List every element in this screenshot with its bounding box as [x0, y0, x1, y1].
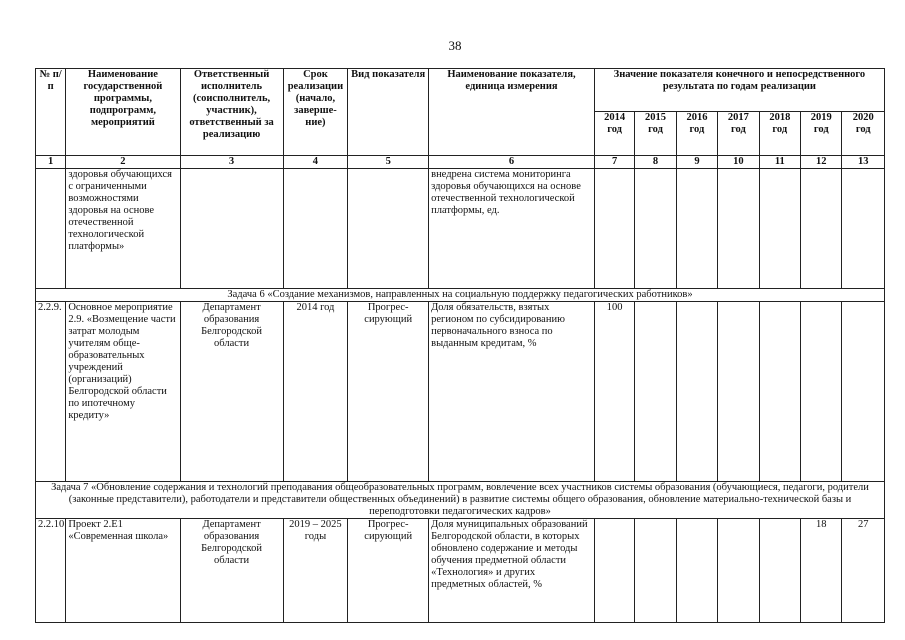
row-value — [801, 302, 842, 482]
row-value: 27 — [842, 519, 885, 623]
row-value: 18 — [801, 519, 842, 623]
row-term — [283, 169, 348, 289]
row-value — [594, 519, 634, 623]
row-indicator: внедрена система мониторинга здоровья обучающихся на основе отечественной технологической платформы, ед. — [429, 169, 595, 289]
row-value — [635, 169, 676, 289]
row-number — [36, 169, 66, 289]
row-name: Основное мероприятие 2.9. «Возмещение части затрат молодым учителям обще-образовательных учреждений (организаций) Белгородской области по ипотечному кредиту» — [66, 302, 180, 482]
column-number: 1 — [36, 156, 66, 169]
table-row — [36, 519, 885, 623]
values-group-header: Значение показателя конечного и непосредственного результата по годам реализации — [594, 69, 884, 112]
row-executor: Департамент образования Белгородской области — [180, 302, 283, 482]
col-num-header: № п/п — [36, 69, 66, 156]
row-term: 2019 – 2025 годы — [283, 519, 348, 623]
column-number-row — [36, 156, 885, 169]
row-number: 2.2.10 — [36, 519, 66, 623]
row-value — [676, 519, 717, 623]
year-header: 2014 год — [594, 112, 634, 156]
row-value — [635, 302, 676, 482]
page-number: 38 — [448, 38, 462, 53]
column-number: 3 — [180, 156, 283, 169]
row-value — [759, 519, 800, 623]
row-kind: Прогрес-сирующий — [348, 302, 429, 482]
row-indicator: Доля муниципальных образований Белгородской области, в которых обновлено содержание и методы обучения предметной области «Технология» и других предметных областей, % — [429, 519, 595, 623]
table-row — [36, 169, 885, 289]
column-number: 6 — [429, 156, 595, 169]
row-value — [842, 302, 885, 482]
row-value — [676, 302, 717, 482]
col-name-header: Наименование государственной программы, подпрограмм, мероприятий — [66, 69, 180, 156]
column-number: 13 — [842, 156, 885, 169]
row-term: 2014 год — [283, 302, 348, 482]
year-header: 2016 год — [676, 112, 717, 156]
row-indicator: Доля обязательств, взятых регионом по субсидированию первоначального взноса по выданным кредитам, % — [429, 302, 595, 482]
row-value — [718, 169, 759, 289]
table-row — [36, 302, 885, 482]
row-value — [635, 519, 676, 623]
year-header: 2020 год — [842, 112, 885, 156]
task-row — [36, 482, 885, 519]
row-value — [759, 169, 800, 289]
task-6-heading: Задача 6 «Создание механизмов, направленных на социальную поддержку педагогических работников» — [36, 289, 885, 302]
column-number: 8 — [635, 156, 676, 169]
column-number: 4 — [283, 156, 348, 169]
row-kind — [348, 169, 429, 289]
row-name: здоровья обучающихся с ограниченными возможностями здоровья на основе отечественной технологической платформы» — [66, 169, 180, 289]
row-executor — [180, 169, 283, 289]
row-value — [676, 169, 717, 289]
column-number: 10 — [718, 156, 759, 169]
year-header: 2015 год — [635, 112, 676, 156]
year-header: 2017 год — [718, 112, 759, 156]
column-number: 11 — [759, 156, 800, 169]
row-executor: Департамент образования Белгородской области — [180, 519, 283, 623]
task-row — [36, 289, 885, 302]
row-value — [718, 302, 759, 482]
column-number: 9 — [676, 156, 717, 169]
col-term-header: Срок реализации (начало, заверше-ние) — [283, 69, 348, 156]
row-value — [718, 519, 759, 623]
column-number: 5 — [348, 156, 429, 169]
row-value: 100 — [594, 302, 634, 482]
header-row — [36, 69, 885, 112]
row-value — [759, 302, 800, 482]
year-header: 2019 год — [801, 112, 842, 156]
row-name: Проект 2.Е1 «Современная школа» — [66, 519, 180, 623]
indicators-table — [35, 68, 885, 623]
row-value — [801, 169, 842, 289]
col-kind-header: Вид показателя — [348, 69, 429, 156]
column-number: 12 — [801, 156, 842, 169]
col-executor-header: Ответственный исполнитель (соисполнитель, участник), ответственный за реализацию — [180, 69, 283, 156]
task-7-heading: Задача 7 «Обновление содержания и технологий преподавания общеобразовательных программ, вовлечение всех участников системы образования (обучающиеся, педагоги, родители (законные представители), работодатели и представители общественных объединений) в развитие системы общего образования, обновление материально-технической базы и переподготовки педагогических кадров» — [36, 482, 885, 519]
col-indicator-header: Наименование показателя, единица измерения — [429, 69, 595, 156]
row-value — [842, 169, 885, 289]
row-value — [594, 169, 634, 289]
row-number: 2.2.9. — [36, 302, 66, 482]
column-number: 7 — [594, 156, 634, 169]
year-header: 2018 год — [759, 112, 800, 156]
row-kind: Прогрес-сирующий — [348, 519, 429, 623]
column-number: 2 — [66, 156, 180, 169]
